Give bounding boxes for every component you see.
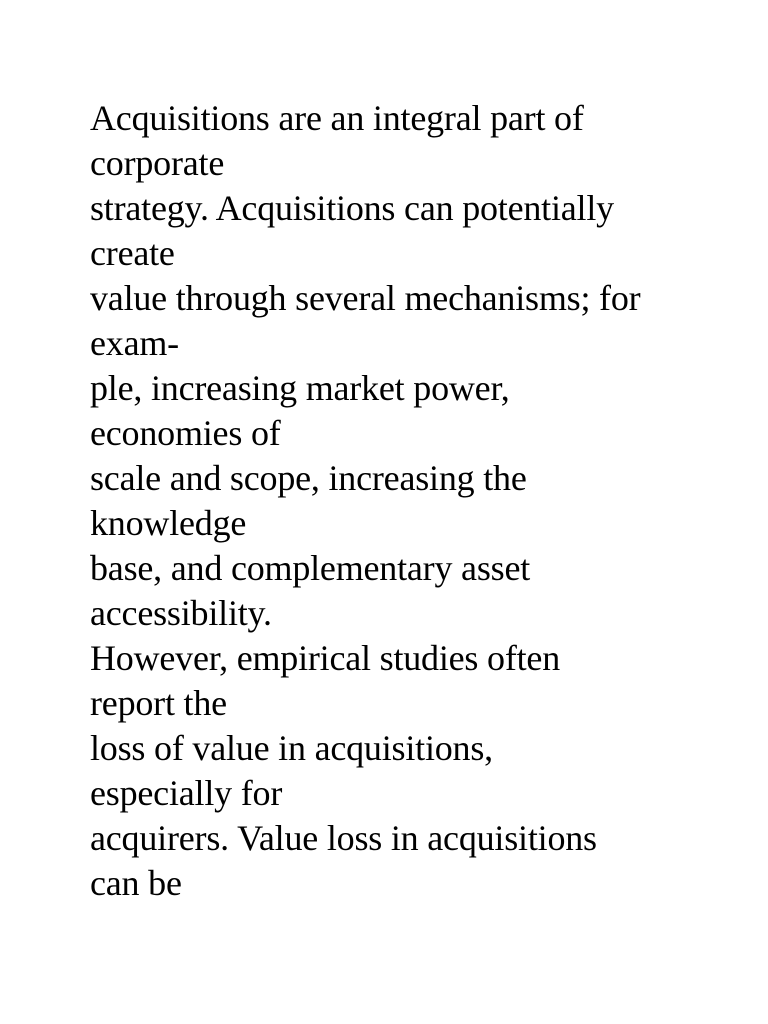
text-line: loss of value in acquisitions, <box>90 728 493 768</box>
text-line: corporate <box>90 143 225 183</box>
paragraph <box>90 96 730 906</box>
text-line: scale and scope, increasing the <box>90 458 527 498</box>
text-line: acquirers. Value loss in acquisitions <box>90 818 597 858</box>
text-line: especially for <box>90 773 283 813</box>
text-line: report the <box>90 683 227 723</box>
text-line: base, and complementary asset <box>90 548 531 588</box>
text-line: ple, increasing market power, <box>90 368 510 408</box>
text-line: can be <box>90 863 182 903</box>
text-line: knowledge <box>90 503 247 543</box>
text-line: Acquisitions are an integral part of <box>90 98 584 138</box>
text-line: accessibility. <box>90 593 272 633</box>
text-line: exam- <box>90 323 179 363</box>
text-line: value through several mechanisms; for <box>90 278 641 318</box>
text-line: However, empirical studies often <box>90 638 561 678</box>
text-line: strategy. Acquisitions can potentially <box>90 188 614 228</box>
text-line: economies of <box>90 413 281 453</box>
text-line: create <box>90 233 175 273</box>
